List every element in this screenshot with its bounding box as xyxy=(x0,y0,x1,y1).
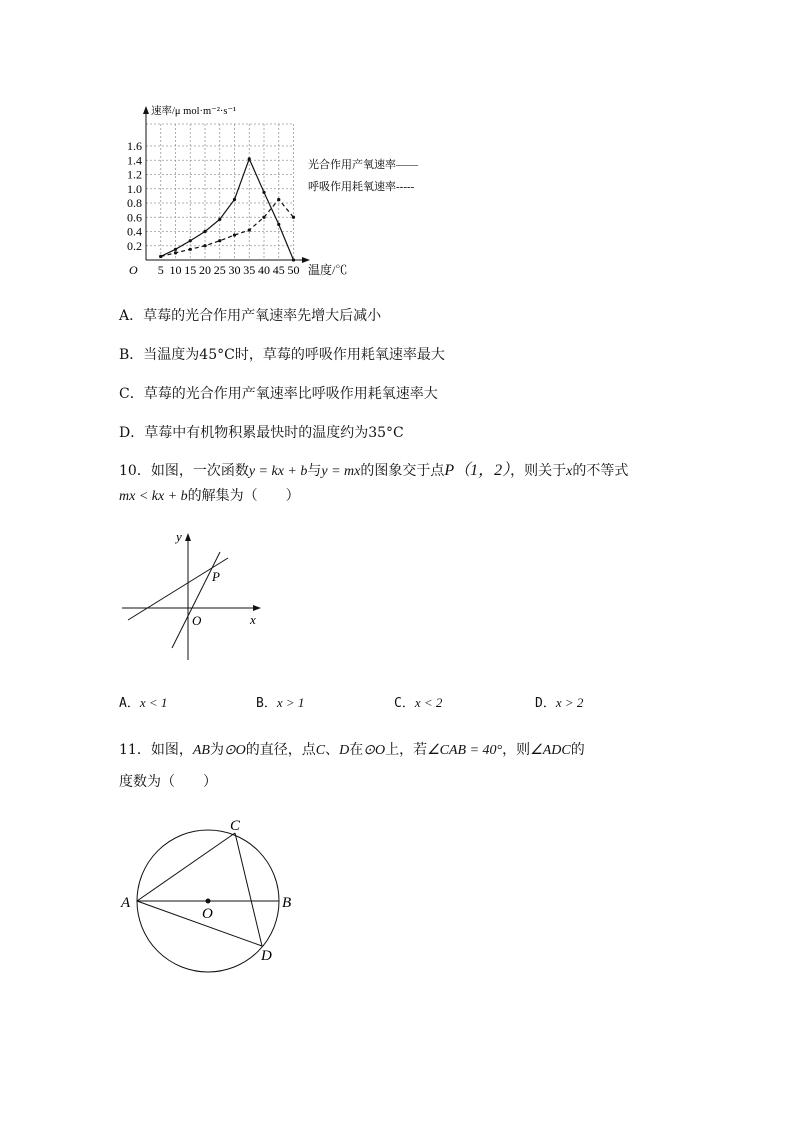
respiration-point xyxy=(189,248,192,251)
q10-stem-line2: mx < kx + b的解集为（ ） xyxy=(119,488,300,504)
x-tick-label: 20 xyxy=(199,263,211,277)
y-tick-label: 1.0 xyxy=(127,181,142,196)
photosynthesis-point xyxy=(174,248,177,251)
y-tick-labels xyxy=(127,139,142,253)
q11-circle-figure xyxy=(115,810,305,975)
q11-stem-line1: 11．如图，AB为⊙O的直径，点C、D在⊙O上，若∠CAB = 40°，则∠ADC的 xyxy=(119,742,585,758)
respiration-point xyxy=(174,251,177,254)
q10-point: P（1，2） xyxy=(444,462,511,479)
q10-function2: y = mx xyxy=(321,464,361,479)
photosynthesis-point xyxy=(292,258,295,261)
y-tick-label: 1.6 xyxy=(127,139,142,153)
origin-label: O xyxy=(129,263,138,277)
legend-photosynthesis: 光合作用产氧速率—— xyxy=(308,159,418,171)
label-c: C xyxy=(230,818,241,834)
photosynthesis-point xyxy=(203,230,206,233)
label-o: O xyxy=(202,906,213,922)
x-tick-label: 10 xyxy=(169,263,182,277)
label-d: D xyxy=(261,948,272,964)
photosynthesis-point xyxy=(218,218,221,221)
q10-option-c[interactable]: C．x < 2 xyxy=(394,695,443,711)
segment-ad xyxy=(137,901,262,946)
series-respiration-line xyxy=(161,199,294,256)
respiration-point xyxy=(218,239,221,242)
q10-option-d[interactable]: D．x > 2 xyxy=(535,695,584,711)
respiration-point xyxy=(203,244,206,247)
x-tick-label: 5 xyxy=(157,263,164,277)
x-tick-label: 25 xyxy=(213,263,226,277)
photosynthesis-point xyxy=(233,198,236,201)
photosynthesis-point xyxy=(277,223,280,226)
line-y-mx xyxy=(172,552,220,648)
q9-option-c[interactable]: C．草莓的光合作用产氧速率比呼吸作用耗氧速率大 xyxy=(119,386,438,402)
q11-angle-adc: ∠ADC xyxy=(530,743,571,758)
q11-angle-cab: ∠CAB = 40° xyxy=(427,743,503,758)
q10-function1: y = kx + b xyxy=(248,464,308,479)
y-tick-label: 0.4 xyxy=(127,224,142,239)
q11-stem-line2: 度数为（ ） xyxy=(119,774,217,790)
q9-option-a[interactable]: A．草莓的光合作用产氧速率先增大后减小 xyxy=(119,308,382,324)
x-tick-label: 50 xyxy=(287,263,300,277)
q10-option-b[interactable]: B．x > 1 xyxy=(256,695,305,711)
photosynthesis-point xyxy=(248,157,251,160)
y-tick-label: 1.2 xyxy=(127,167,142,182)
x-axis-arrow xyxy=(253,605,261,611)
respiration-point xyxy=(248,228,251,231)
label-a: A xyxy=(121,895,131,911)
q11-circle-o: ⊙O xyxy=(223,743,246,758)
respiration-point xyxy=(292,216,295,219)
x-tick-label: 45 xyxy=(272,263,285,277)
y-tick-label: 1.4 xyxy=(127,153,142,168)
x-tick-label: 40 xyxy=(258,263,270,277)
temperature-rate-chart xyxy=(110,96,470,282)
y-tick-label: 0.2 xyxy=(127,238,142,253)
respiration-point xyxy=(277,198,280,201)
x-tick-label: 15 xyxy=(184,263,197,277)
series-photosynthesis-line xyxy=(161,159,294,260)
line-y-kx-b xyxy=(128,558,228,620)
x-tick-label: 30 xyxy=(228,263,241,277)
q10-inequality: mx < kx + b xyxy=(119,489,188,504)
point-p-label: P xyxy=(212,569,220,584)
q11-number: 11． xyxy=(119,742,151,758)
respiration-point xyxy=(159,255,162,258)
q10-option-a[interactable]: A．x < 1 xyxy=(119,695,168,711)
q10-stem-line1: 10．如图，一次函数y = kx + b与y = mx的图象交于点P（1，2），则关于x的不等式 xyxy=(119,462,629,479)
y-tick-label: 0.8 xyxy=(127,196,142,210)
q10-figure xyxy=(115,525,275,665)
q9-option-d[interactable]: D．草莓中有机物积累最快时的温度约为35°C xyxy=(119,425,404,441)
y-axis-arrow xyxy=(185,533,191,541)
y-tick-label: 0.6 xyxy=(127,210,142,225)
q10-number: 10． xyxy=(119,463,151,479)
y-axis-arrow xyxy=(143,106,149,114)
respiration-point xyxy=(262,216,265,219)
center-dot xyxy=(206,899,211,904)
respiration-point xyxy=(233,233,236,236)
legend-respiration: 呼吸作用耗氧速率----- xyxy=(308,181,415,193)
x-tick-label: 35 xyxy=(243,263,256,277)
origin-label: O xyxy=(192,613,202,628)
x-label: x xyxy=(250,612,256,627)
y-label: y xyxy=(176,529,182,544)
segment-ac xyxy=(137,833,235,901)
y-axis-label: 速率/μ mol·m⁻²·s⁻¹ xyxy=(151,106,237,117)
photosynthesis-point xyxy=(189,239,192,242)
q9-option-b[interactable]: B．当温度为45°C时，草莓的呼吸作用耗氧速率最大 xyxy=(119,347,445,363)
x-axis-label: 温度/℃ xyxy=(308,263,348,277)
photosynthesis-point xyxy=(262,191,265,194)
x-tick-labels xyxy=(158,263,300,277)
label-b: B xyxy=(282,895,292,911)
